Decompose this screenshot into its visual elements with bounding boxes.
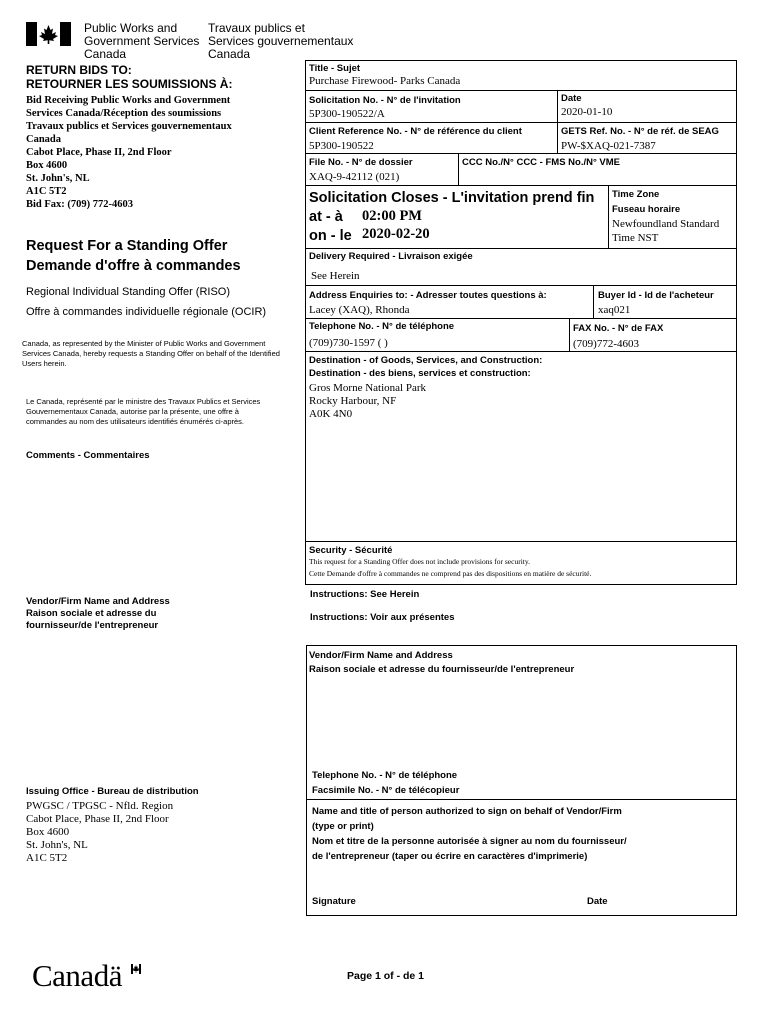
offer-type-fr: Offre à commandes individuelle régionale (OCIR)	[26, 306, 267, 318]
time-zone-label-fr: Fuseau horaire	[612, 204, 681, 215]
title-label: Title - Sujet	[309, 63, 361, 74]
dept-fr-line: Travaux publics et	[208, 21, 305, 35]
return-bids-fr: RETOURNER LES SOUMISSIONS À:	[26, 77, 233, 91]
document-title-en: Request For a Standing Offer	[26, 238, 228, 254]
offer-type	[26, 282, 266, 322]
buyer-id-label: Buyer Id - Id de l'acheteur	[598, 290, 714, 301]
dept-en-line: Public Works and	[84, 21, 178, 35]
time-zone-value: Time NST	[612, 232, 659, 244]
document-title	[26, 236, 241, 276]
dept-name-en	[84, 22, 199, 61]
vendor-label-line: Vendor/Firm Name and Address	[26, 596, 170, 607]
canada-flag-icon	[26, 22, 71, 46]
vendor-box-label-fr: Raison sociale et adresse du fournisseur/de l'entrepreneur	[309, 664, 575, 675]
time-zone-value: Newfoundland Standard	[612, 218, 720, 230]
authorized-signer-label	[312, 804, 627, 864]
authority-paragraph-en: Canada, as represented by the Minister of Public Works and Government Services Canada, hereby requests a Standing Offer on behalf of the Identified Users herein.	[22, 339, 280, 368]
instructions-fr: Instructions: Voir aux présentes	[310, 612, 455, 623]
closes-at-value: 02:00 PM	[362, 208, 422, 224]
delivery-label: Delivery Required - Livraison exigée	[309, 251, 473, 262]
telephone-value: (709)730-1597 ( )	[309, 337, 388, 349]
address-enquiries-label: Address Enquiries to: - Adresser toutes questions à:	[309, 290, 547, 301]
destination-line: A0K 4N0	[309, 408, 353, 420]
vendor-telephone-label: Telephone No. - N° de téléphone	[312, 770, 458, 781]
signature-label: Signature	[312, 896, 356, 907]
canada-wordmark-text: Canadä	[32, 958, 122, 993]
page-number: Page 1 of - de 1	[347, 970, 425, 982]
address-line: Canada	[26, 134, 62, 145]
authorized-signer-line: (type or print)	[312, 821, 374, 832]
signature-date-label: Date	[587, 896, 608, 907]
ccc-no-label: CCC No./N° CCC - FMS No./N° VME	[462, 157, 621, 168]
destination-line: Rocky Harbour, NF	[309, 395, 397, 407]
issuing-office-address	[26, 800, 173, 865]
delivery-value: See Herein	[311, 270, 360, 282]
title-value: Purchase Firewood- Parks Canada	[309, 75, 461, 87]
canada-wordmark-logo	[32, 958, 122, 994]
authority-paragraph-fr: Le Canada, représenté par le ministre des Travaux Publics et Services Gouvernementaux Canada, autorise par la présente, une offre à commandes au nom des utilisateurs identifiés énumérés ci-après.	[26, 397, 261, 426]
comments-label: Comments - Commentaires	[26, 450, 150, 461]
issuing-line: PWGSC / TPGSC - Nfld. Region	[26, 800, 174, 812]
dept-fr-line: Canada	[208, 47, 251, 61]
file-no-value: XAQ-9-42112 (021)	[309, 171, 400, 183]
address-line: Box 4600	[26, 160, 68, 171]
destination-label-fr: Destination - des biens, services et construction:	[309, 368, 531, 379]
security-text-en: This request for a Standing Offer does not include provisions for security.	[309, 557, 530, 566]
closes-on-label: on - le	[309, 228, 352, 244]
time-zone-label: Time Zone	[612, 189, 660, 200]
address-enquiries-value: Lacey (XAQ), Rhonda	[309, 304, 410, 316]
destination-address	[309, 382, 426, 421]
address-line: Travaux publics et Services gouvernementaux	[26, 121, 232, 132]
return-bids-heading	[26, 63, 232, 91]
dept-en-line: Government Services	[84, 34, 200, 48]
address-line: St. John's, NL	[26, 173, 90, 184]
dept-en-line: Canada	[84, 47, 127, 61]
bid-fax-line: Bid Fax: (709) 772-4603	[26, 199, 134, 210]
address-line: A1C 5T2	[26, 186, 67, 197]
client-ref-value: 5P300-190522	[309, 140, 374, 152]
file-no-label: File No. - N° de dossier	[309, 157, 413, 168]
telephone-label: Telephone No. - N° de téléphone	[309, 321, 455, 332]
date-value: 2020-01-10	[561, 106, 613, 118]
return-bids-en: RETURN BIDS TO:	[26, 63, 132, 77]
return-address	[26, 94, 232, 211]
vendor-box-label-en: Vendor/Firm Name and Address	[309, 650, 453, 661]
address-line: Cabot Place, Phase II, 2nd Floor	[26, 147, 172, 158]
authorized-signer-line: Nom et titre de la personne autorisée à signer au nom du fournisseur/	[312, 836, 627, 847]
security-label: Security - Sécurité	[309, 545, 393, 556]
closes-at-label: at - à	[309, 209, 343, 225]
wordmark-flag-icon	[131, 964, 141, 974]
address-line: Services Canada/Réception des soumissions	[26, 108, 222, 119]
client-ref-label: Client Reference No. - N° de référence du client	[309, 126, 522, 137]
closes-label: Solicitation Closes - L'invitation prend fin	[309, 190, 595, 206]
date-label: Date	[561, 93, 582, 104]
vendor-label-left	[26, 596, 170, 632]
vendor-facsimile-label: Facsimile No. - N° de télécopieur	[312, 785, 460, 796]
issuing-line: Cabot Place, Phase II, 2nd Floor	[26, 813, 169, 825]
offer-type-en: Regional Individual Standing Offer (RISO)	[26, 286, 231, 298]
dept-fr-line: Services gouvernementaux	[208, 34, 354, 48]
document-title-fr: Demande d'offre à commandes	[26, 258, 241, 274]
destination-label-en: Destination - of Goods, Services, and Construction:	[309, 355, 543, 366]
issuing-line: Box 4600	[26, 826, 70, 838]
address-line: Bid Receiving Public Works and Government	[26, 95, 231, 106]
instructions-en: Instructions: See Herein	[310, 589, 420, 600]
gets-ref-value: PW-$XAQ-021-7387	[561, 140, 656, 152]
solicitation-label: Solicitation No. - N° de l'invitation	[309, 95, 461, 106]
solicitation-value: 5P300-190522/A	[309, 108, 385, 120]
vendor-label-line: fournisseur/de l'entrepreneur	[26, 620, 159, 631]
authorized-signer-line: Name and title of person authorized to sign on behalf of Vendor/Firm	[312, 806, 622, 817]
destination-line: Gros Morne National Park	[309, 382, 427, 394]
fax-label: FAX No. - N° de FAX	[573, 323, 664, 334]
dept-name-fr	[208, 22, 353, 61]
closes-on-value: 2020-02-20	[362, 226, 430, 242]
gets-ref-label: GETS Ref. No. - N° de réf. de SEAG	[561, 126, 719, 137]
issuing-line: A1C 5T2	[26, 852, 68, 864]
vendor-label-line: Raison sociale et adresse du	[26, 608, 157, 619]
security-text-fr: Cette Demande d'offre à commandes ne comprend pas des dispositions en matière de sécurité.	[309, 569, 592, 578]
authorized-signer-line: de l'entrepreneur (taper ou écrire en caractères d'imprimerie)	[312, 851, 588, 862]
issuing-office-label: Issuing Office - Bureau de distribution	[26, 786, 199, 797]
buyer-id-value: xaq021	[598, 304, 631, 316]
issuing-line: St. John's, NL	[26, 839, 88, 851]
fax-value: (709)772-4603	[573, 338, 639, 350]
